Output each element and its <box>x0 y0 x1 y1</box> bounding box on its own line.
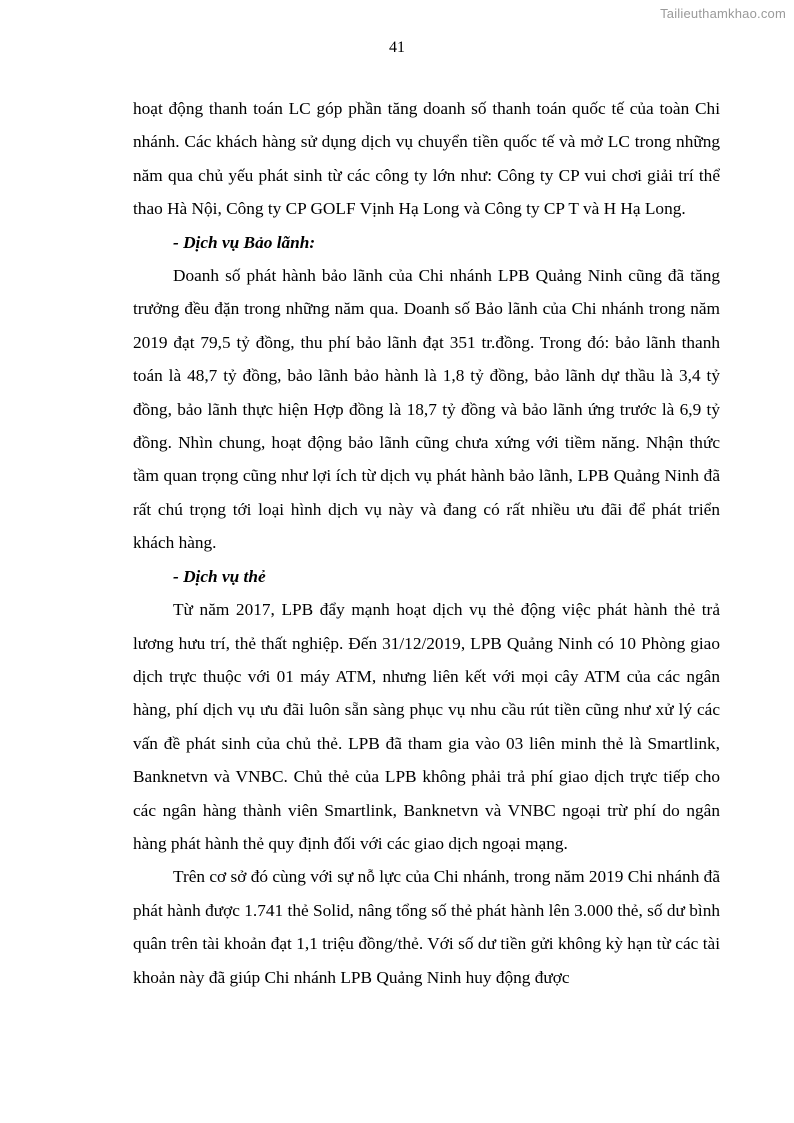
watermark: Tailieuthamkhao.com <box>660 6 786 21</box>
heading-card-service: - Dịch vụ thẻ <box>173 566 266 586</box>
heading-guarantee-service: - Dịch vụ Bảo lãnh: <box>173 232 316 252</box>
paragraph-card-service: Từ năm 2017, LPB đẩy mạnh hoạt dịch vụ thẻ động việc phát hành thẻ trả lương hưu trí, thẻ thất nghiệp. Đến 31/12/2019, LPB Quảng Ninh có 10 Phòng giao dịch trực thuộc với 01 máy ATM, nhưng liên kết với mọi cây ATM của các ngân hàng, phí dịch vụ ưu đãi luôn sẵn sàng phục vụ nhu cầu rút tiền cũng như xử lý các vấn đề phát sinh của chủ thẻ. LPB đã tham gia vào 03 liên minh thẻ là Smartlink, Banknetvn và VNBC. Chủ thẻ của LPB không phải trả phí giao dịch trực tiếp cho các ngân hàng thành viên Smartlink, Banknetvn và VNBC ngoại trừ phí do ngân hàng phát hành thẻ quy định đối với các giao dịch ngoại mạng. <box>133 600 720 853</box>
paragraph-lc-payment: hoạt động thanh toán LC góp phần tăng doanh số thanh toán quốc tế của toàn Chi nhánh. Các khách hàng sử dụng dịch vụ chuyển tiền quốc tế và mở LC trong những năm qua chủ yếu phát sinh từ các công ty lớn như: Công ty CP vui chơi giải trí thể thao Hà Nội, Công ty CP GOLF Vịnh Hạ Long và Công ty CP T và H Hạ Long. <box>133 99 720 219</box>
paragraph-guarantee: Doanh số phát hành bảo lãnh của Chi nhánh LPB Quảng Ninh cũng đã tăng trưởng đều đặn trong những năm qua. Doanh số Bảo lãnh của Chi nhánh trong năm 2019 đạt 79,5 tỷ đồng, thu phí bảo lãnh đạt 351 tr.đồng. Trong đó: bảo lãnh thanh toán là 48,7 tỷ đồng, bảo lãnh bảo hành là 1,8 tỷ đồng, bảo lãnh dự thầu là 3,4 tỷ đồng, bảo lãnh thực hiện Hợp đồng là 18,7 tỷ đồng và bảo lãnh ứng trước là 6,9 tỷ đồng. Nhìn chung, hoạt động bảo lãnh cũng chưa xứng với tiềm năng. Nhận thức tầm quan trọng cũng như lợi ích từ dịch vụ phát hành bảo lãnh, LPB Quảng Ninh đã rất chú trọng tới loại hình dịch vụ này và đang có rất nhiều ưu đãi để phát triển khách hàng. <box>133 266 720 553</box>
document-body <box>133 92 720 994</box>
page-number: 41 <box>389 39 405 56</box>
paragraph-card-issuance: Trên cơ sở đó cùng với sự nỗ lực của Chi nhánh, trong năm 2019 Chi nhánh đã phát hành được 1.741 thẻ Solid, nâng tổng số thẻ phát hành lên 3.000 thẻ, số dư bình quân trên tài khoản đạt 1,1 triệu đồng/thẻ. Với số dư tiền gửi không kỳ hạn từ các tài khoản này đã giúp Chi nhánh LPB Quảng Ninh huy động được <box>133 867 720 987</box>
